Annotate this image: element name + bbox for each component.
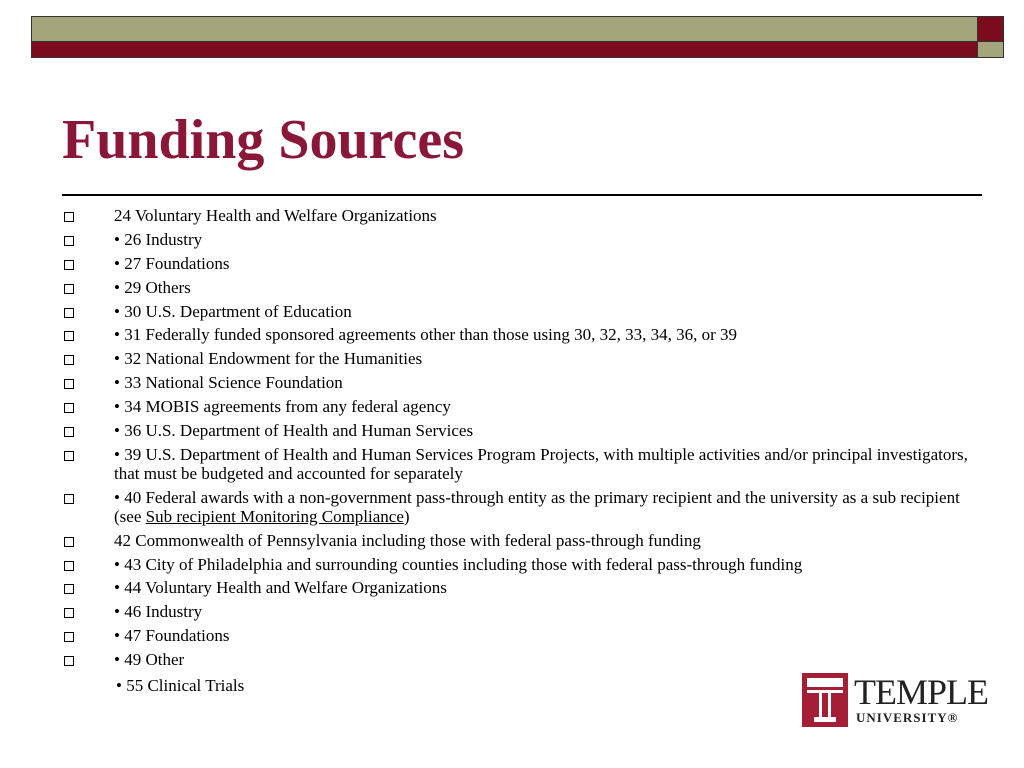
list-item: • 49 Other [62,650,982,669]
subrecipient-compliance-link[interactable]: Sub recipient Monitoring Compliance [145,506,404,526]
list-item: • 34 MOBIS agreements from any federal agency [62,397,982,416]
square-bullet-icon [64,284,74,294]
square-bullet-icon [64,561,74,571]
list-item: • 32 National Endowment for the Humanities [62,349,982,368]
list-item: 24 Voluntary Health and Welfare Organizations [62,206,982,225]
header-bar-olive [31,16,978,42]
list-item: • 43 City of Philadelphia and surrounding counties including those with federal pass-through funding [62,555,982,574]
list-item: • 44 Voluntary Health and Welfare Organizations [62,578,982,597]
list-item: • 31 Federally funded sponsored agreements other than those using 30, 32, 33, 34, 36, or 39 [62,325,982,344]
list-item: • 29 Others [62,278,982,297]
slide-title: Funding Sources [62,109,464,171]
square-bullet-icon [64,236,74,246]
list-item: • 27 Foundations [62,254,982,273]
header-bar-maroon [31,41,978,58]
list-item: • 46 Industry [62,602,982,621]
list-item: • 39 U.S. Department of Health and Human Services Program Projects, with multiple activities and/or principal investigators, that must be budgeted and accounted for separately [62,445,982,483]
logo-subtitle: UNIVERSITY® [856,710,959,725]
temple-t-logo-icon [802,673,848,727]
square-bullet-icon [64,608,74,618]
list-item: • 36 U.S. Department of Health and Human Services [62,421,982,440]
logo-wordmark: TEMPLE [854,672,988,712]
list-item: • 40 Federal awards with a non-government pass-through entity as the primary recipient and the university as a sub recipient (see Sub recipient Monitoring Compliance) [62,488,982,526]
square-bullet-icon [64,537,74,547]
square-bullet-icon [64,212,74,222]
list-item: • 33 National Science Foundation [62,373,982,392]
header-square-olive [977,41,1004,58]
square-bullet-icon [64,403,74,413]
funding-list [62,206,982,674]
square-bullet-icon [64,355,74,365]
list-item: • 47 Foundations [62,626,982,645]
title-divider [62,194,982,196]
list-item: • 30 U.S. Department of Education [62,302,982,321]
square-bullet-icon [64,656,74,666]
square-bullet-icon [64,494,74,504]
square-bullet-icon [64,308,74,318]
header-square-maroon [977,16,1004,42]
square-bullet-icon [64,331,74,341]
square-bullet-icon [64,260,74,270]
square-bullet-icon [64,584,74,594]
list-item: • 26 Industry [62,230,982,249]
square-bullet-icon [64,632,74,642]
temple-university-logo [802,673,1002,729]
list-item-unbulleted: • 55 Clinical Trials [116,676,245,695]
square-bullet-icon [64,451,74,461]
list-item: 42 Commonwealth of Pennsylvania including those with federal pass-through funding [62,531,982,550]
square-bullet-icon [64,427,74,437]
square-bullet-icon [64,379,74,389]
